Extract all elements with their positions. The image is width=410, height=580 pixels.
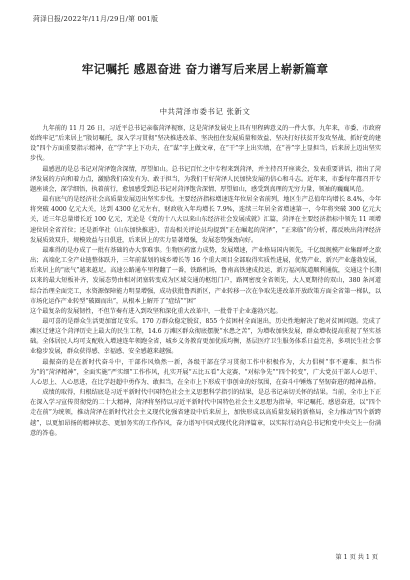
article-body xyxy=(30,124,381,439)
page-number: 第 1 页 共 1 页 xyxy=(335,554,378,561)
article-paragraph: 最可喜的是群众生活更加富足安乐。170 万群众稳定脱贫，855 个贫困村全面退出，历史性地解决了绝对贫困问题。完成了滩区迁建这个菏泽历史上最大的民生工程，14.6 万滩区群众彻底摆脱“水患之苦”，为增收加快发展，群众增收提高重视了坚实基础。全体居民人均可支配收入增速连年领跑全省，城乡义务教育更加优质均衡，基层医疗卫生服务体系日益完善，多项民生社会事业稳步发展，群众获得感、幸福感、安全感越来越强。 xyxy=(30,317,381,356)
article-paragraph: 这个最复杂的发展韧性，不但节奏有进入到攻坚和深化重大改革中，一批骨干企业蓬勃兴起。 xyxy=(30,307,282,315)
article-author: 中共菏泽市委书记 张新文 xyxy=(159,107,251,116)
article-paragraph: 最难得的是办成了一批有基础的办大事难事。生物医药富力成势，发展增速，产业格局国内领先，千亿级规模产业集群呼之欲出；高端化工全产业链整体跃升，三年前谋划的城乡增长等 16 个重大项目全部取得实质性进展，优势产业、新兴产业蓬勃发展，后来居上的“底气”越来越足。高速公路通车里程翻了一番，铁路机场，鲁南高铁建成投运，新万福河航道顺利通航，交通这个长期以来的最大短板补齐，发展态势由相对闭塞转变成为区域交通的枢纽门户，路网密度全省领先，大人更期待的双山，380 条河道综合治理全面完工，水资源保障能力明显增强，成功获批鲁西新区，产业转移一次在争取先进改革开放政策方面全省第一梯队，以市场化运作产业转型“破圈而出”，从根本上解开了“症结”“困” xyxy=(30,246,381,305)
article-paragraph: 最感恩的是总书记对菏泽饱含深情，厚望如山。总书记百忙之中专程来到菏泽，并主持召开座谈会，发表重要讲话，指出了菏泽发展的方向和着力点，激励我们奋发有为、敢于担当，为我们干好菏泽人民加快发展的信心和斗志。近年来，市委每年都召开专题座谈会，深学细悟，执着前行，愈加感受到总书记对菏泽饱含深情、厚望如山，感受到真理的无穷力量，领袖的巍巍风范。 xyxy=(30,165,381,193)
newspaper-header: 菏泽日报/2022年/11月/29日/第 001版 xyxy=(33,15,159,23)
article-title: 牢记嘱托 感恩奋进 奋力谱写后来居上崭新篇章 xyxy=(81,62,329,76)
article-paragraph: 最振奋的是在新时代奋斗中，干部作风焕然一新，各级干部在学习贯彻工作中积极作为，大力倡树“事不避难、担当作为”的“菏泽精神”，全面实施“严实细”工作作风，扎实开展“五比五看”大竞赛、“对标争先”“四个转变”，广大党员干部人心思干、人心思上、人心思进，在比学赶超中勇作为、敢担当，在全市上下形成干事创业的好氛围，在奋斗中锤炼了坚韧奋进的精神品格。 xyxy=(30,358,381,386)
article-paragraph: 成绩的取得，归根结底是习近平新时代中国特色社会主义思想科学指引的结果，是总书记亲切关怀的结果。当前，全市上下正在深入学习宣传贯彻党的二十大精神，菏泽将坚持以习近平新时代中国特色社会主义思想为指导，牢记嘱托、感恩奋进，以“四个走在前”为统领，推动菏泽在新时代社会主义现代化强省建设中后来居上，加快形成以高质量发展的新格局，全力推动“四个新跨越”，以更加昂扬的精神状态、更加务实的工作作风，奋力谱写中国式现代化菏泽篇章，以实际行动向总书记和党中央交上一份满意的答卷。 xyxy=(30,389,381,437)
article-paragraph: 最有底气的是经济社会高质量发展迈出坚实步伐。主要经济指标增速连年位居全省前列，地区生产总值年均增长 8.4%，今年将突破 4000 亿元大关，达到 4300 亿元左右，财政收入年均增长 7.9%，连续三年居全省增速第一，今年将突破 300 亿元大关，近三年总量增长近 100 亿元，无论是《党的十八大以来山东经济社会发展成就》汇篇，菏泽在主要经济指标中领先 11 项增速位居全省首位；还是新华社《山东加快推进》，青岛相关评论员均提到“正在崛起的菏泽”，“正来临”的分析，都反映出菏泽经济发展质效双升，规模效益与日俱进，后来居上的实力显著增强，发展态势强劲向好。 xyxy=(30,196,381,244)
article-paragraph: 九年前的 11 月 26 日，习近平总书记亲临菏泽视察，这是菏泽发展史上具有里程碑意义的一件大事。九年来，市委、市政府始终牢记“后来居上”殷切嘱托，深入学习贯彻“坚决推进改革、坚决扭住发展质量和效益、坚决打好扶贫开发攻坚战、抓好党的建设”四个方面重要指示精神，在“学”字上下功夫，在“谋”字上做文章，在“干”字上出实绩，在“善”字上显担当，后来居上迈出坚实步伐。 xyxy=(30,125,381,163)
